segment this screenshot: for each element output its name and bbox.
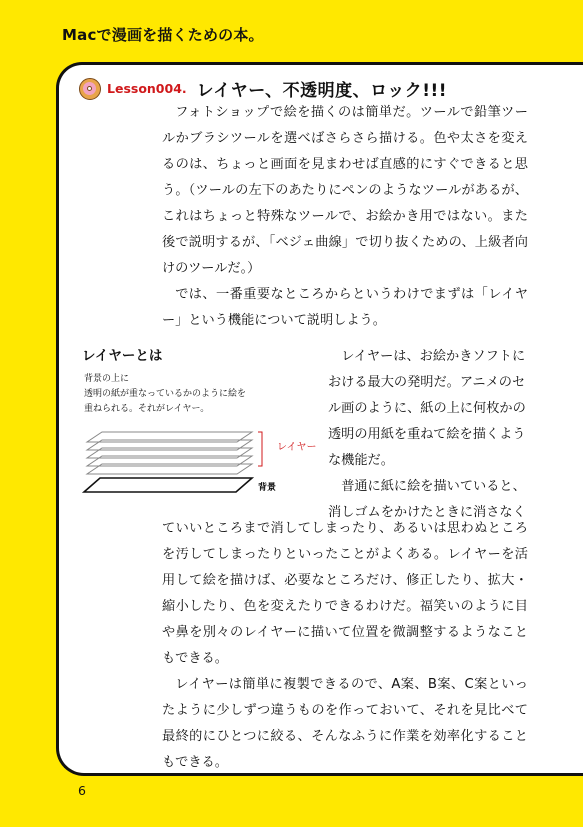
caption-line: 透明の紙が重なっているかのように絵を: [84, 389, 247, 399]
background-sheet: [84, 478, 252, 492]
continued-text: [162, 516, 528, 776]
lesson-number: Lesson004.: [107, 81, 187, 96]
paragraph: レイヤーは、お絵かきソフトにおける最大の発明だ。アニメのセル画のように、紙の上に何枚かの透明の用紙を重ねて絵を描くような機能だ。: [328, 349, 526, 468]
paragraph: レイヤーは簡単に複製できるので、A案、B案、C案といったように少しずつ違うものを作っておいて、それを見比べて最終的にひとつに絞る、そんなふうに作業を効率化することもできる。: [162, 677, 528, 770]
paragraph: では、一番重要なところからというわけでまずは「レイヤー」という機能について説明しよう。: [162, 287, 528, 328]
section-heading: レイヤーとは: [82, 348, 163, 364]
paragraph: ていいところまで消してしまったり、あるいは思わぬところを汚してしまったりといったことがよくある。レイヤーを活用して絵を描けば、必要なところだけ、修正したり、拡大・縮小したり、色を変えたりできるわけだ。福笑いのように目や鼻を別々のレイヤーに描いて位置を微調整するようなこともできる。: [162, 521, 528, 666]
page-number: 6: [78, 783, 86, 798]
donut-icon: [79, 78, 101, 100]
layer-label: レイヤー: [277, 442, 317, 453]
column-text: [328, 344, 528, 526]
lesson-title: レイヤー、不透明度、ロック!!!: [196, 81, 448, 101]
caption-line: 重ねられる。それがレイヤー。: [84, 404, 210, 414]
layer-diagram: [72, 420, 272, 500]
caption-line: 背景の上に: [84, 374, 130, 384]
background-label: 背景: [258, 483, 277, 493]
paragraph: 普通に紙に絵を描いていると、消しゴムをかけたときに消さなく: [328, 479, 526, 520]
book-header-title: Macで漫画を描くための本。: [62, 26, 264, 44]
lesson-heading: [79, 76, 447, 101]
layer-bracket: [258, 432, 262, 466]
figure-caption: [84, 372, 246, 417]
paragraph: フォトショップで絵を描くのは簡単だ。ツールで鉛筆ツールかブラシツールを選べばさらさら描ける。色や太さを変えるのは、ちょっと画面を見まわせば直感的にすぐできると思う。（ツールの左下のあたりにペンのようなツールがあるが、これはちょっと特殊なツールで、お絵かき用ではない。また後で説明するが、「ベジェ曲線」で切り抜くための、上級者向けのツールだ。）: [162, 105, 528, 276]
intro-text: [162, 100, 528, 334]
